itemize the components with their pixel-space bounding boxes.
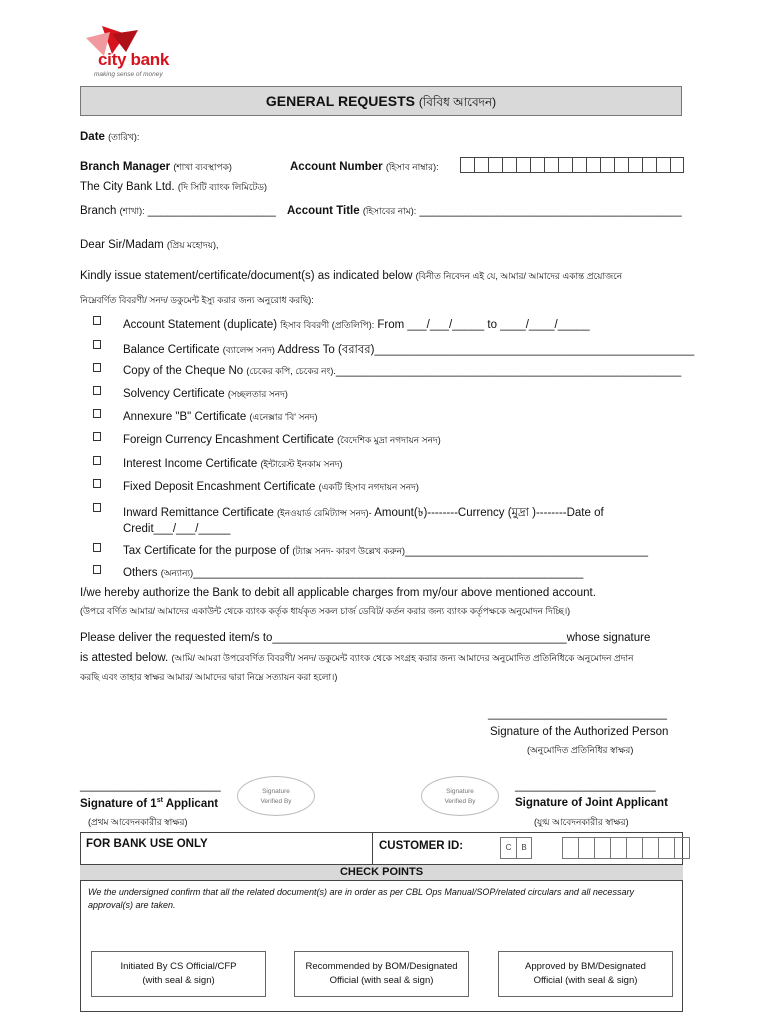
intro-bn2: নিম্নেবর্ণিত বিবরণী/ সনদ/ ডকুমেন্ট ইস্যু করার জন্য অনুরোধ করছি): xyxy=(80,295,314,305)
joint-sig-line[interactable]: ______________________ xyxy=(515,780,656,792)
item-fixed-deposit xyxy=(123,480,419,495)
deliver-bn1: (আমি/ আমরা উপরেবর্ণিত বিবরণী/ সনদ/ ডকুমেন্ট ব্যাংক থেকে সংগ্রহ করার জন্য আমাদের অনুমোদিত প্রতিনিধিকে অনুমোদন প্রদান xyxy=(171,653,634,663)
date-field[interactable] xyxy=(80,130,139,145)
item-bn: (চেকের কপি, চেকের নং). xyxy=(246,366,336,376)
account-number-boxes[interactable] xyxy=(460,157,684,173)
authorized-sig-line[interactable]: ____________________________ xyxy=(488,708,668,720)
branch-manager xyxy=(80,160,232,175)
applicant-sig-label xyxy=(80,797,218,810)
account-number-bn: (হিসাব নাম্বার): xyxy=(385,162,439,172)
title-en: GENERAL REQUESTS xyxy=(265,93,415,109)
bank-name xyxy=(80,180,267,195)
checkbox-solvency-certificate[interactable] xyxy=(93,386,101,395)
seal-line1: Signature xyxy=(262,788,290,795)
branch-label: Branch xyxy=(80,205,117,217)
item-balance-certificate xyxy=(123,341,694,360)
checkbox-interest-income[interactable] xyxy=(93,456,101,465)
item-en: Fixed Deposit Encashment Certificate xyxy=(123,481,316,493)
item-en: Foreign Currency Encashment Certificate xyxy=(123,434,334,446)
box-line2: Official (with seal & sign) xyxy=(329,975,434,986)
item-account-statement xyxy=(123,318,590,333)
item-en: Solvency Certificate xyxy=(123,388,225,400)
checkbox-others[interactable] xyxy=(93,565,101,574)
salutation-en: Dear Sir/Madam xyxy=(80,239,164,251)
checkbox-account-statement[interactable] xyxy=(93,316,101,325)
item-bn: (এনেক্সার 'বি' সনদ) xyxy=(249,412,318,422)
account-number-label: Account Number xyxy=(290,161,383,173)
item-extra: Amount(৳)--------Currency (মুদ্রা )--------Date of xyxy=(374,507,604,519)
item-bn: (ইনওয়ার্ড রেমিট্যান্স সনদ)- xyxy=(277,508,372,518)
form-title xyxy=(80,86,682,116)
applicant-sig-suffix: Applicant xyxy=(162,797,219,810)
checkbox-annexure-b[interactable] xyxy=(93,409,101,418)
customer-id-cells[interactable] xyxy=(500,837,532,859)
item-en: Tax Certificate for the purpose of xyxy=(123,545,290,557)
checkbox-tax-certificate[interactable] xyxy=(93,543,101,552)
bank-use-label: FOR BANK USE ONLY xyxy=(86,838,208,850)
deliver-en2: is attested below. xyxy=(80,652,169,664)
item-bn: (একটি হিসাব নগদায়ন সনদ) xyxy=(318,482,419,492)
item-bn: (বৈদেশিক মুদ্রা নগদায়ন সনদ) xyxy=(337,435,441,445)
deliver-bn2: করছি এবং তাহার স্বাক্ষর আমার/ আমাদের দ্বারা নিম্নে সত্যায়ন করা হলো।) xyxy=(80,672,338,682)
box-line2: (with seal & sign) xyxy=(142,975,215,986)
branch-field[interactable] xyxy=(80,204,276,219)
applicant-sig-sup: st xyxy=(156,797,163,804)
checkbox-cheque-copy[interactable] xyxy=(93,363,101,372)
authorize-en: I/we hereby authorize the Bank to debit all applicable charges from my/our above mentioned account. xyxy=(80,587,596,599)
branch-manager-label: Branch Manager xyxy=(80,161,171,173)
item-en: Interest Income Certificate xyxy=(123,458,258,470)
item-extra: From ___/___/_____ to ____/____/_____ xyxy=(377,319,590,331)
item-extra: ______________________________________________________ xyxy=(335,365,682,377)
branch-manager-bn: (শাখা ব্যবস্থাপক) xyxy=(173,162,232,172)
seal-line2: Verified By xyxy=(260,798,292,805)
item-annexure-b xyxy=(123,410,318,425)
item-bn: (অন্যান্য) xyxy=(160,568,194,578)
authorized-sig-label: Signature of the Authorized Person xyxy=(490,726,669,738)
logo-text: city bank xyxy=(98,50,169,69)
intro-en: Kindly issue statement/certificate/document(s) as indicated below xyxy=(80,270,413,282)
initiated-by-box[interactable] xyxy=(91,951,266,997)
intro-bn1: (বিনীত নিবেদন এই যে, আমার/ আমাদের একান্ত প্রয়োজনে xyxy=(415,271,623,281)
confirm-text: We the undersigned confirm that all the related document(s) are in order as per CBL Ops Manual/SOP/related circulars and all necessary approval(s) are taken. xyxy=(88,887,634,910)
item-interest-income xyxy=(123,457,343,472)
bank-name-bn: (দি সিটি ব্যাংক লিমিটেড) xyxy=(177,182,268,192)
joint-sig-label: Signature of Joint Applicant xyxy=(515,797,668,809)
item-foreign-currency xyxy=(123,433,441,448)
recommended-by-box[interactable] xyxy=(294,951,469,997)
box-line2: Official (with seal & sign) xyxy=(533,975,638,986)
item-en: Copy of the Cheque No xyxy=(123,365,244,377)
item-bn: (সচ্ছলতার সনদ) xyxy=(227,389,288,399)
checkbox-inward-remittance[interactable] xyxy=(93,503,101,512)
account-number-label-group xyxy=(290,160,439,175)
item-bn: (ট্যাক্স সনদ- কারণ উল্লেখ করুন) xyxy=(292,546,405,556)
item-inward-remittance xyxy=(123,504,604,523)
inward-credit-date[interactable]: Credit___/___/_____ xyxy=(123,523,231,535)
item-en: Annexure "B" Certificate xyxy=(123,411,247,423)
seal-line1: Signature xyxy=(446,788,474,795)
item-cheque-copy xyxy=(123,364,681,379)
account-title-bn: (হিসাবের নাম): xyxy=(362,206,417,216)
item-extra: _____________________________________________________________ xyxy=(193,567,584,579)
seal-line2: Verified By xyxy=(444,798,476,805)
check-points-header: CHECK POINTS xyxy=(80,864,683,881)
checkbox-balance-certificate[interactable] xyxy=(93,340,101,349)
item-extra: ______________________________________ xyxy=(405,545,649,557)
title-bn: (বিবিধ আবেদন) xyxy=(418,95,497,109)
item-bn: (ইন্টারেস্ট ইনকাম সনদ) xyxy=(260,459,343,469)
checkbox-foreign-currency[interactable] xyxy=(93,432,101,441)
deliver-line2 xyxy=(80,651,633,666)
city-bank-logo xyxy=(80,24,190,80)
item-en: Account Statement (duplicate) xyxy=(123,319,278,331)
cell-c: C xyxy=(500,837,516,859)
bank-use-divider xyxy=(372,832,373,864)
item-tax-certificate xyxy=(123,544,648,559)
box-line1: Initiated By CS Official/CFP xyxy=(120,961,237,972)
account-title-field[interactable] xyxy=(287,204,682,219)
applicant-sig-line[interactable]: ______________________ xyxy=(80,780,221,792)
item-others xyxy=(123,566,583,581)
item-solvency-certificate xyxy=(123,387,288,402)
applicant-sig-bn: (প্রথম আবেদনকারীর স্বাক্ষর) xyxy=(88,817,188,827)
approved-by-box[interactable] xyxy=(498,951,673,997)
intro-text xyxy=(80,269,622,284)
date-label-bn: (তারিখ): xyxy=(108,132,140,142)
deliver-en1: Please deliver the requested item/s to______________________________________________whose signature xyxy=(80,632,651,644)
item-bn: (ব্যালেন্স সনদ) xyxy=(222,345,275,355)
checkbox-fixed-deposit[interactable] xyxy=(93,479,101,488)
joint-sig-bn: (যুগ্ম আবেদনকারীর স্বাক্ষর) xyxy=(534,817,629,827)
account-title-label: Account Title xyxy=(287,205,360,217)
item-bn: হিসাব বিবরণী (প্রতিলিপি): xyxy=(280,320,375,330)
signature-verified-seal-joint xyxy=(421,776,499,816)
branch-bn: (শাখা): xyxy=(119,206,145,216)
signature-verified-seal xyxy=(237,776,315,816)
customer-id-label: CUSTOMER ID: xyxy=(379,840,464,852)
branch-line: ____________________ xyxy=(147,205,276,217)
authorized-sig-bn: (অনুমোদিত প্রতিনিধির স্বাক্ষর) xyxy=(527,745,634,755)
date-label: Date xyxy=(80,131,105,143)
bank-name-en: The City Bank Ltd. xyxy=(80,181,175,193)
box-line1: Approved by BM/Designated xyxy=(525,961,646,972)
account-title-line: _________________________________________ xyxy=(419,205,682,217)
applicant-sig-prefix: Signature of 1 xyxy=(80,797,157,810)
cell-b: B xyxy=(516,837,532,859)
authorize-bn: (উপরে বর্ণিত আমার/ আমাদের একাউন্ট থেকে ব্যাংক কর্তৃক ধার্যকৃত সকল চার্জ ডেবিট/ কর্তন করার জন্য ব্যাংক কর্তৃপক্ষকে অনুমোদন দিচ্ছি।) xyxy=(80,606,571,616)
item-en: Inward Remittance Certificate xyxy=(123,507,274,519)
logo-tagline: making sense of money xyxy=(94,71,163,78)
salutation-bn: (প্রিয় মহোদয়), xyxy=(166,240,219,250)
item-en: Balance Certificate xyxy=(123,344,220,356)
item-extra: Address To (বরাবর)__________________________________________________ xyxy=(277,344,695,356)
salutation xyxy=(80,238,219,253)
customer-id-digit-cells[interactable] xyxy=(562,837,690,859)
item-en: Others xyxy=(123,567,158,579)
box-line1: Recommended by BOM/Designated xyxy=(305,961,458,972)
